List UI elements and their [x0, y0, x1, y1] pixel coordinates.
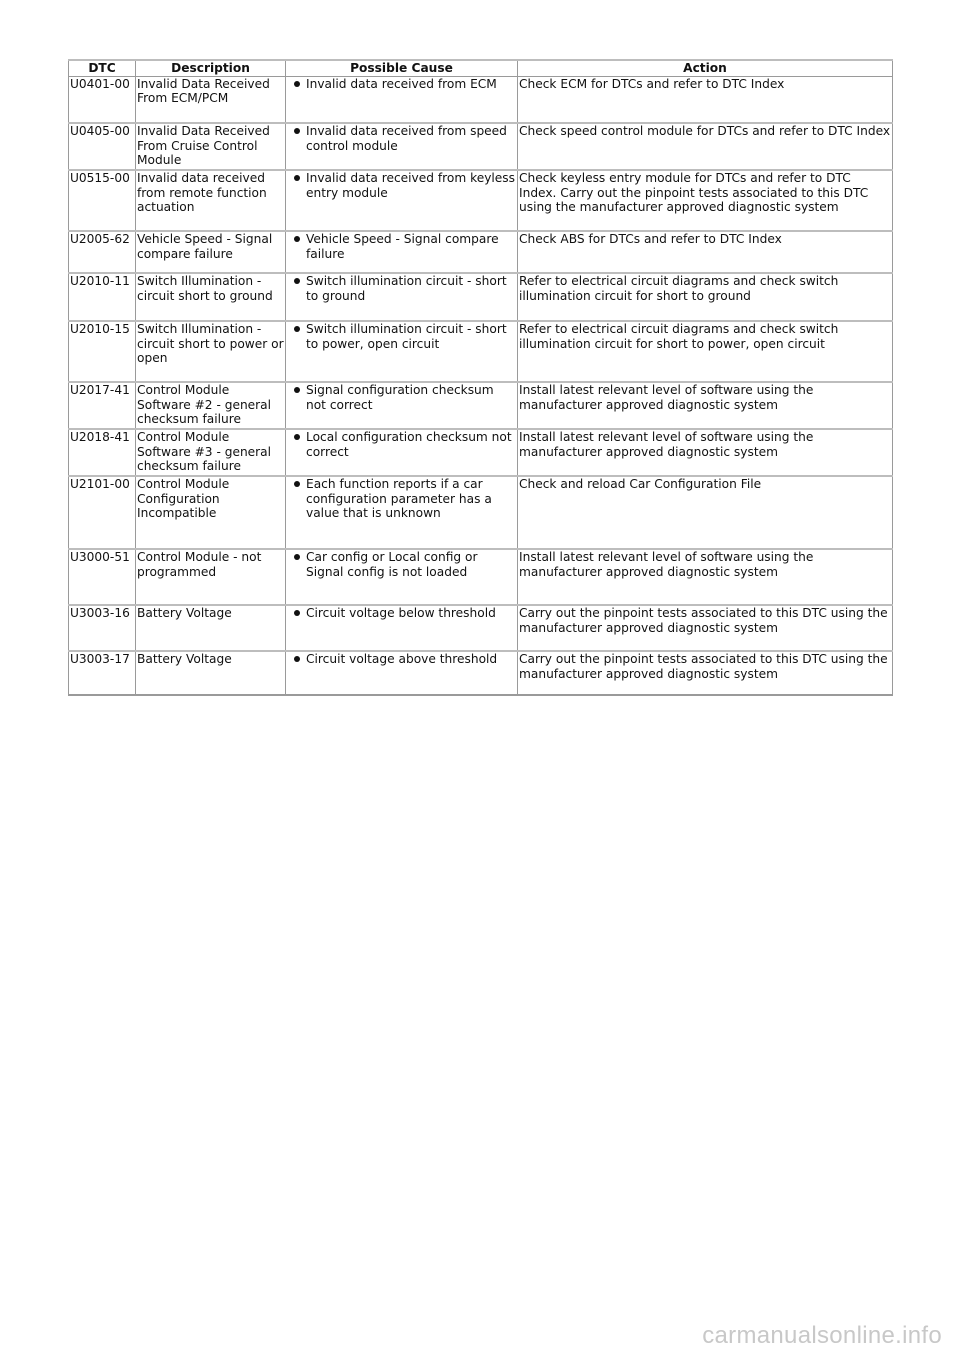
header-action: Action	[518, 60, 893, 76]
possible-cause: Car config or Local config or Signal config is not loaded	[306, 550, 478, 579]
possible-cause: Local configuration checksum not correct	[306, 430, 512, 459]
bullet-icon	[294, 656, 300, 662]
action-text: Check and reload Car Configuration File	[518, 476, 893, 549]
bullet-icon	[294, 387, 300, 393]
watermark: carmanualsonline.info	[702, 1322, 942, 1349]
bullet-icon	[294, 434, 300, 440]
bullet-icon	[294, 175, 300, 181]
bullet-icon	[294, 481, 300, 487]
possible-cause-cell	[286, 76, 518, 123]
action-text: Check speed control module for DTCs and refer to DTC Index	[518, 123, 893, 170]
table-row	[69, 429, 893, 476]
dtc-table	[68, 59, 893, 696]
bullet-icon	[294, 610, 300, 616]
possible-cause: Circuit voltage below threshold	[306, 606, 496, 620]
dtc-code: U2018-41	[69, 429, 136, 476]
table-row	[69, 231, 893, 273]
bullet-icon	[294, 554, 300, 560]
possible-cause-cell	[286, 231, 518, 273]
action-text: Carry out the pinpoint tests associated to this DTC using the manufacturer approved diagnostic system	[518, 605, 893, 651]
table-row	[69, 476, 893, 549]
table-row	[69, 170, 893, 231]
possible-cause: Invalid data received from speed control module	[306, 124, 507, 153]
table-row	[69, 549, 893, 605]
dtc-code: U2017-41	[69, 382, 136, 429]
table-row	[69, 605, 893, 651]
dtc-description: Battery Voltage	[136, 651, 286, 695]
header-dtc: DTC	[69, 60, 136, 76]
possible-cause-cell	[286, 549, 518, 605]
header-description: Description	[136, 60, 286, 76]
dtc-description: Control Module Software #2 - general checksum failure	[136, 382, 286, 429]
possible-cause: Signal configuration checksum not correct	[306, 383, 494, 412]
dtc-code: U0515-00	[69, 170, 136, 231]
dtc-code: U2010-11	[69, 273, 136, 321]
action-text: Install latest relevant level of software using the manufacturer approved diagnostic system	[518, 429, 893, 476]
possible-cause-cell	[286, 273, 518, 321]
possible-cause: Switch illumination circuit - short to power, open circuit	[306, 322, 507, 351]
dtc-description: Control Module Software #3 - general checksum failure	[136, 429, 286, 476]
dtc-code: U2101-00	[69, 476, 136, 549]
action-text: Check ECM for DTCs and refer to DTC Index	[518, 76, 893, 123]
action-text: Check ABS for DTCs and refer to DTC Index	[518, 231, 893, 273]
possible-cause: Invalid data received from ECM	[306, 76, 497, 91]
bullet-icon	[294, 236, 300, 242]
possible-cause-cell	[286, 429, 518, 476]
action-text: Install latest relevant level of software using the manufacturer approved diagnostic system	[518, 549, 893, 605]
possible-cause-cell	[286, 651, 518, 695]
dtc-description: Control Module - not programmed	[136, 549, 286, 605]
action-text: Carry out the pinpoint tests associated to this DTC using the manufacturer approved diagnostic system	[518, 651, 893, 695]
dtc-code: U3003-17	[69, 651, 136, 695]
dtc-description: Vehicle Speed - Signal compare failure	[136, 231, 286, 273]
table-row	[69, 76, 893, 123]
possible-cause: Circuit voltage above threshold	[306, 652, 498, 666]
possible-cause-cell	[286, 123, 518, 170]
action-text: Refer to electrical circuit diagrams and check switch illumination circuit for short to power, open circuit	[518, 321, 893, 382]
dtc-description: Invalid Data Received From ECM/PCM	[136, 76, 286, 123]
dtc-code: U0405-00	[69, 123, 136, 170]
dtc-description: Control Module Configuration Incompatible	[136, 476, 286, 549]
bullet-icon	[294, 81, 300, 87]
dtc-description: Switch Illumination - circuit short to ground	[136, 273, 286, 321]
action-text: Refer to electrical circuit diagrams and check switch illumination circuit for short to ground	[518, 273, 893, 321]
dtc-code: U2005-62	[69, 231, 136, 273]
dtc-code: U3000-51	[69, 549, 136, 605]
possible-cause: Invalid data received from keyless entry module	[306, 171, 516, 200]
bullet-icon	[294, 278, 300, 284]
table-row	[69, 123, 893, 170]
table-row	[69, 321, 893, 382]
possible-cause-cell	[286, 605, 518, 651]
dtc-code: U2010-15	[69, 321, 136, 382]
dtc-code: U3003-16	[69, 605, 136, 651]
table-row	[69, 273, 893, 321]
dtc-description: Battery Voltage	[136, 605, 286, 651]
header-possible-cause: Possible Cause	[286, 60, 518, 76]
dtc-description: Invalid Data Received From Cruise Control Module	[136, 123, 286, 170]
possible-cause-cell	[286, 476, 518, 549]
table-row	[69, 382, 893, 429]
action-text: Install latest relevant level of software using the manufacturer approved diagnostic system	[518, 382, 893, 429]
bullet-icon	[294, 326, 300, 332]
possible-cause: Vehicle Speed - Signal compare failure	[306, 232, 499, 261]
possible-cause-cell	[286, 321, 518, 382]
dtc-code: U0401-00	[69, 76, 136, 123]
possible-cause: Each function reports if a car configuration parameter has a value that is unknown	[306, 477, 492, 520]
dtc-description: Switch Illumination - circuit short to power or open	[136, 321, 286, 382]
possible-cause: Switch illumination circuit - short to ground	[306, 274, 507, 303]
table-row	[69, 651, 893, 695]
dtc-description: Invalid data received from remote function actuation	[136, 170, 286, 231]
possible-cause-cell	[286, 382, 518, 429]
table-header-row	[69, 60, 893, 76]
bullet-icon	[294, 128, 300, 134]
possible-cause-cell	[286, 170, 518, 231]
action-text: Check keyless entry module for DTCs and refer to DTC Index. Carry out the pinpoint tests associated to this DTC using the manufacturer approved diagnostic system	[518, 170, 893, 231]
